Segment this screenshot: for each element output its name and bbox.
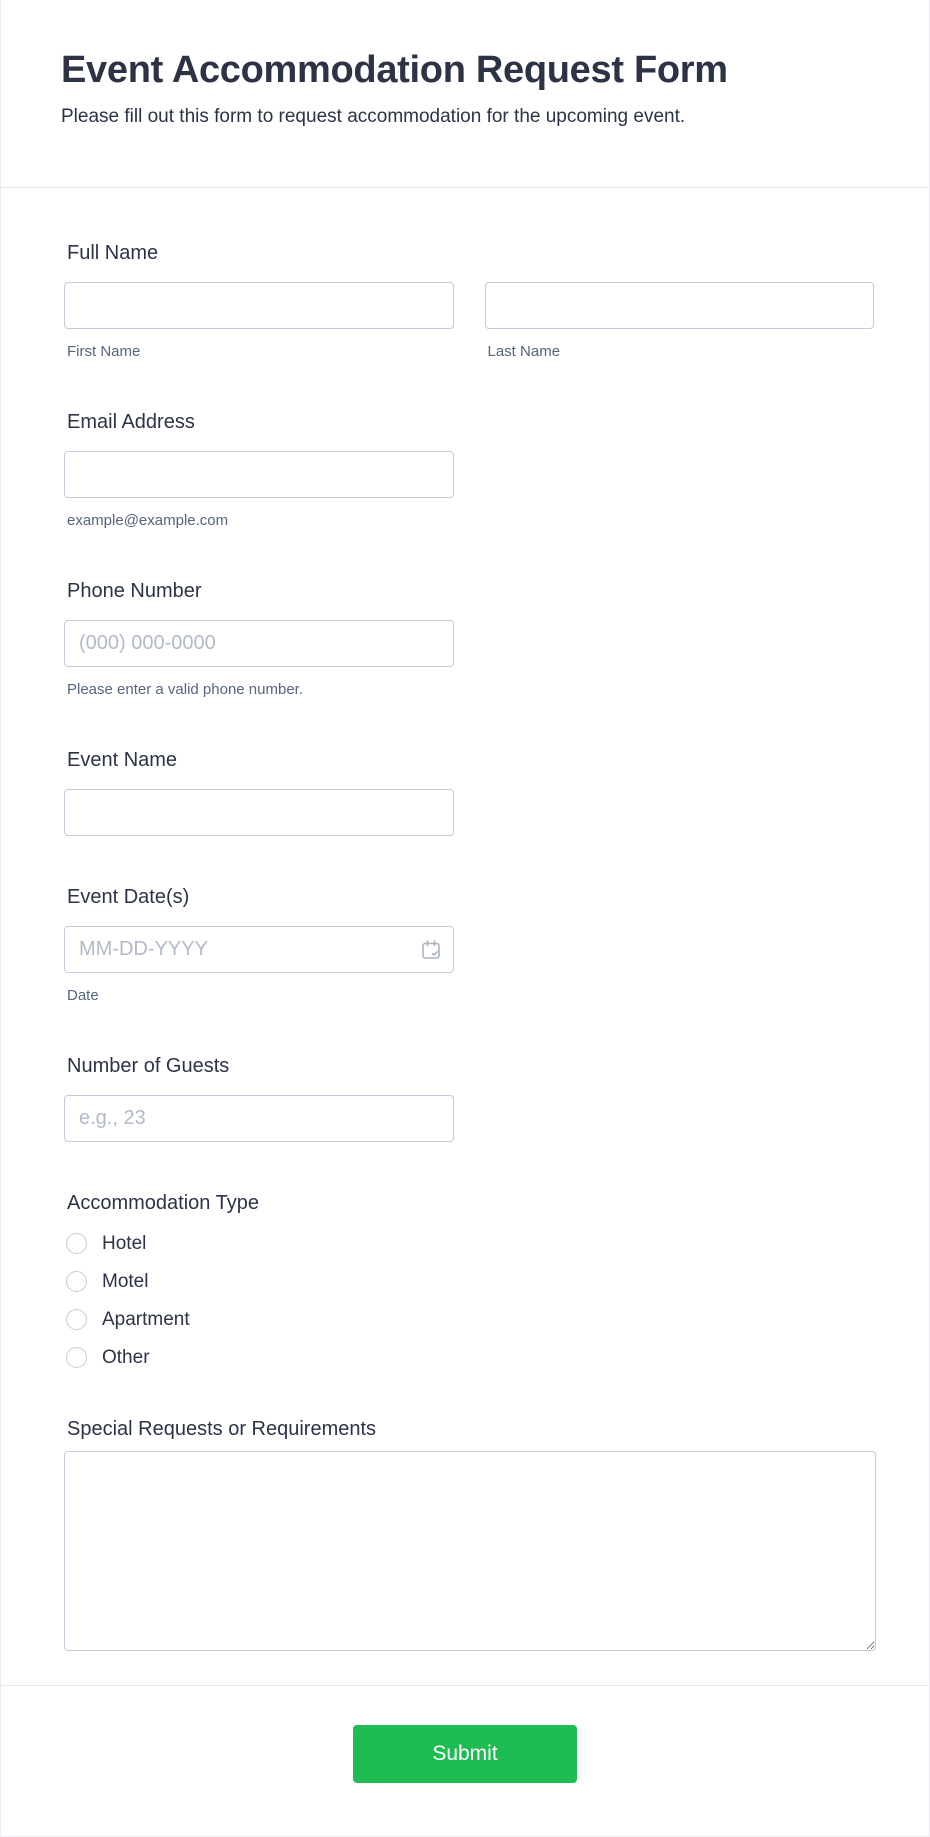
question-email	[64, 409, 874, 530]
question-phone	[64, 578, 874, 699]
email-label: Email Address	[67, 411, 195, 433]
first-name-sublabel: First Name	[67, 343, 141, 360]
accommodation-radio-group	[64, 1232, 874, 1368]
first-name-col	[64, 282, 454, 361]
radio-label-other: Other	[102, 1347, 150, 1368]
last-name-col	[485, 282, 875, 361]
radio-option-hotel[interactable]	[64, 1233, 874, 1254]
phone-label: Phone Number	[67, 580, 202, 602]
radio-label-hotel: Hotel	[102, 1233, 147, 1254]
full-name-label: Full Name	[67, 242, 159, 264]
radio-label-motel: Motel	[102, 1271, 149, 1292]
email-input[interactable]	[64, 451, 454, 498]
radio-circle-motel[interactable]	[66, 1271, 87, 1292]
full-name-row	[64, 282, 874, 361]
radio-circle-other[interactable]	[66, 1347, 87, 1368]
question-special-requests	[64, 1416, 874, 1651]
date-field-wrap	[64, 926, 454, 973]
question-full-name	[64, 240, 874, 361]
first-name-input[interactable]	[64, 282, 454, 329]
phone-input[interactable]	[64, 620, 454, 667]
question-guests	[64, 1053, 874, 1142]
event-dates-label: Event Date(s)	[67, 886, 190, 908]
question-accommodation-type	[64, 1190, 874, 1368]
guests-input[interactable]	[64, 1095, 454, 1142]
submit-button[interactable]: Submit	[353, 1725, 577, 1783]
form-title: Event Accommodation Request Form	[61, 49, 728, 91]
radio-label-apartment: Apartment	[102, 1309, 190, 1330]
radio-option-other[interactable]	[64, 1347, 874, 1368]
phone-sublabel: Please enter a valid phone number.	[67, 681, 303, 698]
radio-option-apartment[interactable]	[64, 1309, 874, 1330]
radio-circle-apartment[interactable]	[66, 1309, 87, 1330]
special-requests-textarea[interactable]	[64, 1451, 876, 1651]
form-header	[1, 0, 929, 188]
form-footer	[1, 1685, 929, 1834]
question-event-name	[64, 747, 874, 836]
form-subtitle: Please fill out this form to request accommodation for the upcoming event.	[61, 105, 686, 127]
accommodation-type-label: Accommodation Type	[67, 1192, 259, 1214]
radio-option-motel[interactable]	[64, 1271, 874, 1292]
email-sublabel: example@example.com	[67, 512, 229, 529]
last-name-input[interactable]	[485, 282, 875, 329]
event-dates-sublabel: Date	[67, 987, 99, 1004]
event-date-input[interactable]	[64, 926, 454, 973]
radio-circle-hotel[interactable]	[66, 1233, 87, 1254]
event-name-label: Event Name	[67, 749, 178, 771]
guests-label: Number of Guests	[67, 1055, 230, 1077]
special-requests-label: Special Requests or Requirements	[67, 1418, 377, 1440]
last-name-sublabel: Last Name	[487, 343, 561, 360]
event-name-input[interactable]	[64, 789, 454, 836]
form-body	[1, 188, 929, 1651]
question-event-dates	[64, 884, 874, 1005]
